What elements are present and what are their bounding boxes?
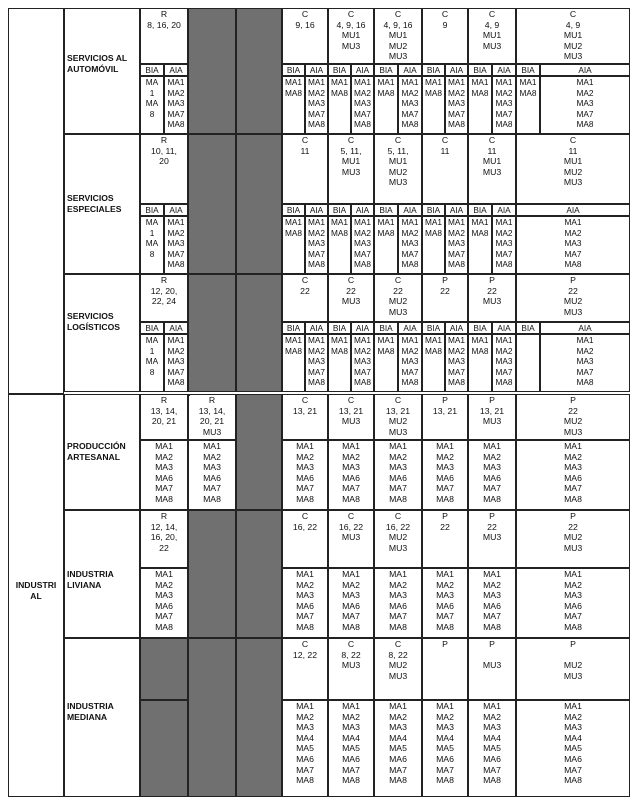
bia-aia-header: AIA	[445, 204, 468, 216]
condition-cell: C 11	[282, 134, 328, 204]
bia-aia-header: BIA	[516, 322, 540, 334]
activity-value-cell: MA1 MA8	[468, 216, 492, 274]
na-cell	[188, 510, 236, 638]
condition-cell: C 13, 21	[282, 394, 328, 440]
activity-value-cell: MA1 MA2 MA3 MA7 MA8	[445, 216, 468, 274]
bia-aia-header: BIA	[282, 204, 305, 216]
condition-cell: C 8, 22 MU2 MU3	[374, 638, 422, 700]
bia-aia-header: AIA	[445, 322, 468, 334]
condition-cell: C 11	[422, 134, 468, 204]
condition-cell: C 22 MU2 MU3	[374, 274, 422, 322]
condition-cell: P 22	[422, 274, 468, 322]
condition-cell: P MU2 MU3	[516, 638, 630, 700]
bia-aia-header: AIA	[305, 204, 328, 216]
bia-aia-header: BIA	[374, 322, 398, 334]
na-cell	[188, 638, 236, 797]
activity-value-cell: MA1 MA8	[374, 216, 398, 274]
activity-value-cell: MA1 MA2 MA3 MA6 MA7 MA8	[328, 568, 374, 638]
bia-aia-header: AIA	[398, 64, 422, 76]
condition-cell: C 4, 9 MU1 MU3	[468, 8, 516, 64]
use-label-cell: PRODUCCIÓN ARTESANAL	[64, 394, 140, 510]
activity-value-cell: MA1 MA2 MA3 MA7 MA8	[492, 216, 516, 274]
activity-value-cell: MA1 MA2 MA3 MA4 MA5 MA6 MA7 MA8	[516, 700, 630, 797]
activity-value-cell: MA1 MA2 MA3 MA6 MA7 MA8	[282, 568, 328, 638]
bia-aia-header: BIA	[468, 64, 492, 76]
condition-cell: C 13, 21 MU3	[328, 394, 374, 440]
bia-aia-header: BIA	[328, 204, 351, 216]
condition-cell: P 22 MU2 MU3	[516, 510, 630, 568]
na-cell	[188, 134, 236, 274]
bia-aia-header: BIA	[140, 322, 164, 334]
bia-aia-header: BIA	[328, 322, 351, 334]
bia-aia-header: AIA	[445, 64, 468, 76]
activity-value-cell: MA 1 MA 8	[140, 334, 164, 392]
activity-value-cell: MA1 MA2 MA3 MA7 MA8	[445, 76, 468, 134]
activity-value-cell: MA1 MA2 MA3 MA6 MA7 MA8	[282, 440, 328, 510]
bia-aia-header: BIA	[468, 322, 492, 334]
bia-aia-header: AIA	[540, 64, 630, 76]
activity-value-cell: MA1 MA8	[422, 334, 445, 392]
activity-value-cell: MA1 MA2 MA3 MA6 MA7 MA8	[374, 568, 422, 638]
na-cell	[236, 274, 282, 392]
bia-aia-header: AIA	[164, 204, 188, 216]
condition-cell: R 10, 11, 20	[140, 134, 188, 204]
activity-value-cell: MA1 MA2 MA3 MA7 MA8	[305, 216, 328, 274]
na-cell	[236, 8, 282, 134]
na-cell	[236, 638, 282, 797]
activity-value-cell: MA1 MA2 MA3 MA7 MA8	[305, 334, 328, 392]
activity-value-cell: MA1 MA2 MA3 MA7 MA8	[351, 334, 374, 392]
bia-aia-header: AIA	[492, 204, 516, 216]
activity-value-cell: MA1 MA2 MA3 MA7 MA8	[492, 334, 516, 392]
activity-value-cell: MA1 MA2 MA3 MA7 MA8	[305, 76, 328, 134]
condition-cell: P 13, 21	[422, 394, 468, 440]
bia-aia-header: AIA	[305, 322, 328, 334]
condition-cell: C 9	[422, 8, 468, 64]
condition-cell: C 11 MU1 MU3	[468, 134, 516, 204]
activity-value-cell: MA1 MA8	[468, 76, 492, 134]
condition-cell: R 8, 16, 20	[140, 8, 188, 64]
activity-value-cell: MA1 MA2 MA3 MA7 MA8	[164, 76, 188, 134]
activity-value-cell: MA1 MA2 MA3 MA6 MA7 MA8	[140, 568, 188, 638]
bia-aia-header: AIA	[351, 204, 374, 216]
activity-value-cell: MA1 MA2 MA3 MA7 MA8	[492, 76, 516, 134]
activity-value-cell: MA1 MA2 MA3 MA4 MA5 MA6 MA7 MA8	[374, 700, 422, 797]
bia-aia-header: BIA	[282, 322, 305, 334]
condition-cell: C 22	[282, 274, 328, 322]
activity-value-cell: MA1 MA2 MA3 MA7 MA8	[540, 76, 630, 134]
activity-value-cell: MA1 MA8	[468, 334, 492, 392]
bia-aia-header: AIA	[351, 64, 374, 76]
condition-cell: C 9, 16	[282, 8, 328, 64]
bia-aia-header: AIA	[164, 64, 188, 76]
activity-value-cell: MA1 MA2 MA3 MA6 MA7 MA8	[140, 440, 188, 510]
condition-cell: C 16, 22 MU2 MU3	[374, 510, 422, 568]
condition-cell: C 4, 9, 16 MU1 MU2 MU3	[374, 8, 422, 64]
bia-aia-header: AIA	[492, 64, 516, 76]
activity-value-cell: MA1 MA8	[422, 216, 445, 274]
bia-aia-header: AIA	[398, 204, 422, 216]
condition-cell: C 22 MU3	[328, 274, 374, 322]
na-cell	[236, 394, 282, 510]
condition-cell: C 5, 11, MU1 MU2 MU3	[374, 134, 422, 204]
bia-aia-header: AIA	[398, 322, 422, 334]
use-label-cell: INDUSTRIA MEDIANA	[64, 638, 140, 797]
activity-value-cell: MA1 MA2 MA3 MA4 MA5 MA6 MA7 MA8	[422, 700, 468, 797]
activity-value-cell: MA1 MA2 MA3 MA7 MA8	[398, 334, 422, 392]
activity-value-cell: MA1 MA8	[374, 76, 398, 134]
section-label-cell: INDUSTRI AL	[8, 394, 64, 797]
activity-value-cell: MA1 MA2 MA3 MA6 MA7 MA8	[468, 568, 516, 638]
condition-cell: C 5, 11, MU1 MU3	[328, 134, 374, 204]
activity-value-cell: MA1 MA2 MA3 MA6 MA7 MA8	[468, 440, 516, 510]
activity-value-cell: MA1 MA2 MA3 MA7 MA8	[164, 334, 188, 392]
bia-aia-header: BIA	[422, 322, 445, 334]
condition-cell: P	[422, 638, 468, 700]
condition-cell: C 12, 22	[282, 638, 328, 700]
bia-aia-header: BIA	[140, 64, 164, 76]
use-label-cell: SERVICIOS AL AUTOMÓVIL	[64, 8, 140, 134]
bia-aia-header: BIA	[374, 64, 398, 76]
na-cell	[188, 8, 236, 134]
condition-cell: P 22 MU2 MU3	[516, 274, 630, 322]
activity-value-cell: MA 1 MA 8	[140, 216, 164, 274]
section-blank-cell	[8, 8, 64, 394]
condition-cell: R 13, 14, 20, 21 MU3	[188, 394, 236, 440]
activity-value-cell: MA1 MA8	[282, 216, 305, 274]
activity-value-cell: MA1 MA2 MA3 MA6 MA7 MA8	[374, 440, 422, 510]
bia-aia-header: BIA	[468, 204, 492, 216]
bia-aia-header: AIA	[492, 322, 516, 334]
activity-value-cell: MA1 MA2 MA3 MA6 MA7 MA8	[422, 568, 468, 638]
activity-value-cell: MA 1 MA 8	[140, 76, 164, 134]
activity-value-cell: MA1 MA2 MA3 MA4 MA5 MA6 MA7 MA8	[282, 700, 328, 797]
use-label-cell: SERVICIOS ESPECIALES	[64, 134, 140, 274]
activity-value-cell: MA1 MA2 MA3 MA7 MA8	[516, 216, 630, 274]
activity-value-cell: MA1 MA2 MA3 MA7 MA8	[398, 76, 422, 134]
bia-aia-header: AIA	[305, 64, 328, 76]
activity-value-cell: MA1 MA8	[328, 334, 351, 392]
activity-value-cell: MA1 MA8	[282, 76, 305, 134]
bia-aia-header: AIA	[540, 322, 630, 334]
condition-cell: C 8, 22 MU3	[328, 638, 374, 700]
bia-aia-header: AIA	[164, 322, 188, 334]
na-cell	[236, 510, 282, 638]
condition-cell: P 22	[422, 510, 468, 568]
activity-value-cell: MA1 MA8	[374, 334, 398, 392]
na-cell	[140, 638, 188, 700]
use-label-cell: SERVICIOS LOGÍSTICOS	[64, 274, 140, 392]
activity-value-cell	[516, 334, 540, 392]
condition-cell: C 4, 9, 16 MU1 MU3	[328, 8, 374, 64]
na-cell	[140, 700, 188, 797]
activity-value-cell: MA1 MA2 MA3 MA6 MA7 MA8	[516, 440, 630, 510]
activity-value-cell: MA1 MA8	[328, 76, 351, 134]
bia-aia-header: BIA	[516, 64, 540, 76]
bia-aia-header: BIA	[282, 64, 305, 76]
activity-value-cell: MA1 MA2 MA3 MA6 MA7 MA8	[328, 440, 374, 510]
activity-value-cell: MA1 MA2 MA3 MA4 MA5 MA6 MA7 MA8	[328, 700, 374, 797]
condition-cell: C 4, 9 MU1 MU2 MU3	[516, 8, 630, 64]
activity-value-cell: MA1 MA2 MA3 MA4 MA5 MA6 MA7 MA8	[468, 700, 516, 797]
activity-value-cell: MA1 MA8	[328, 216, 351, 274]
use-label-cell: INDUSTRIA LIVIANA	[64, 510, 140, 638]
condition-cell: P 22 MU3	[468, 510, 516, 568]
condition-cell: P 22 MU2 MU3	[516, 394, 630, 440]
activity-value-cell: MA1 MA2 MA3 MA7 MA8	[540, 334, 630, 392]
bia-aia-header: AIA	[516, 204, 630, 216]
bia-aia-header: BIA	[140, 204, 164, 216]
condition-cell: R 12, 20, 22, 24	[140, 274, 188, 322]
condition-cell: R 12, 14, 16, 20, 22	[140, 510, 188, 568]
activity-value-cell: MA1 MA2 MA3 MA6 MA7 MA8	[188, 440, 236, 510]
activity-value-cell: MA1 MA2 MA3 MA7 MA8	[445, 334, 468, 392]
bia-aia-header: BIA	[374, 204, 398, 216]
bia-aia-header: BIA	[422, 64, 445, 76]
bia-aia-header: AIA	[351, 322, 374, 334]
activity-value-cell: MA1 MA2 MA3 MA7 MA8	[164, 216, 188, 274]
activity-value-cell: MA1 MA2 MA3 MA6 MA7 MA8	[516, 568, 630, 638]
activity-value-cell: MA1 MA2 MA3 MA7 MA8	[351, 76, 374, 134]
activity-value-cell: MA1 MA8	[516, 76, 540, 134]
condition-cell: C 11 MU1 MU2 MU3	[516, 134, 630, 204]
condition-cell: C 16, 22 MU3	[328, 510, 374, 568]
condition-cell: C 16, 22	[282, 510, 328, 568]
activity-value-cell: MA1 MA2 MA3 MA7 MA8	[351, 216, 374, 274]
condition-cell: P 22 MU3	[468, 274, 516, 322]
activity-value-cell: MA1 MA8	[422, 76, 445, 134]
condition-cell: C 13, 21 MU2 MU3	[374, 394, 422, 440]
condition-cell: R 13, 14, 20, 21	[140, 394, 188, 440]
bia-aia-header: BIA	[422, 204, 445, 216]
condition-cell: P 13, 21 MU3	[468, 394, 516, 440]
na-cell	[236, 134, 282, 274]
activity-value-cell: MA1 MA2 MA3 MA6 MA7 MA8	[422, 440, 468, 510]
na-cell	[188, 274, 236, 392]
activity-value-cell: MA1 MA2 MA3 MA7 MA8	[398, 216, 422, 274]
condition-cell: P MU3	[468, 638, 516, 700]
bia-aia-header: BIA	[328, 64, 351, 76]
activity-value-cell: MA1 MA8	[282, 334, 305, 392]
